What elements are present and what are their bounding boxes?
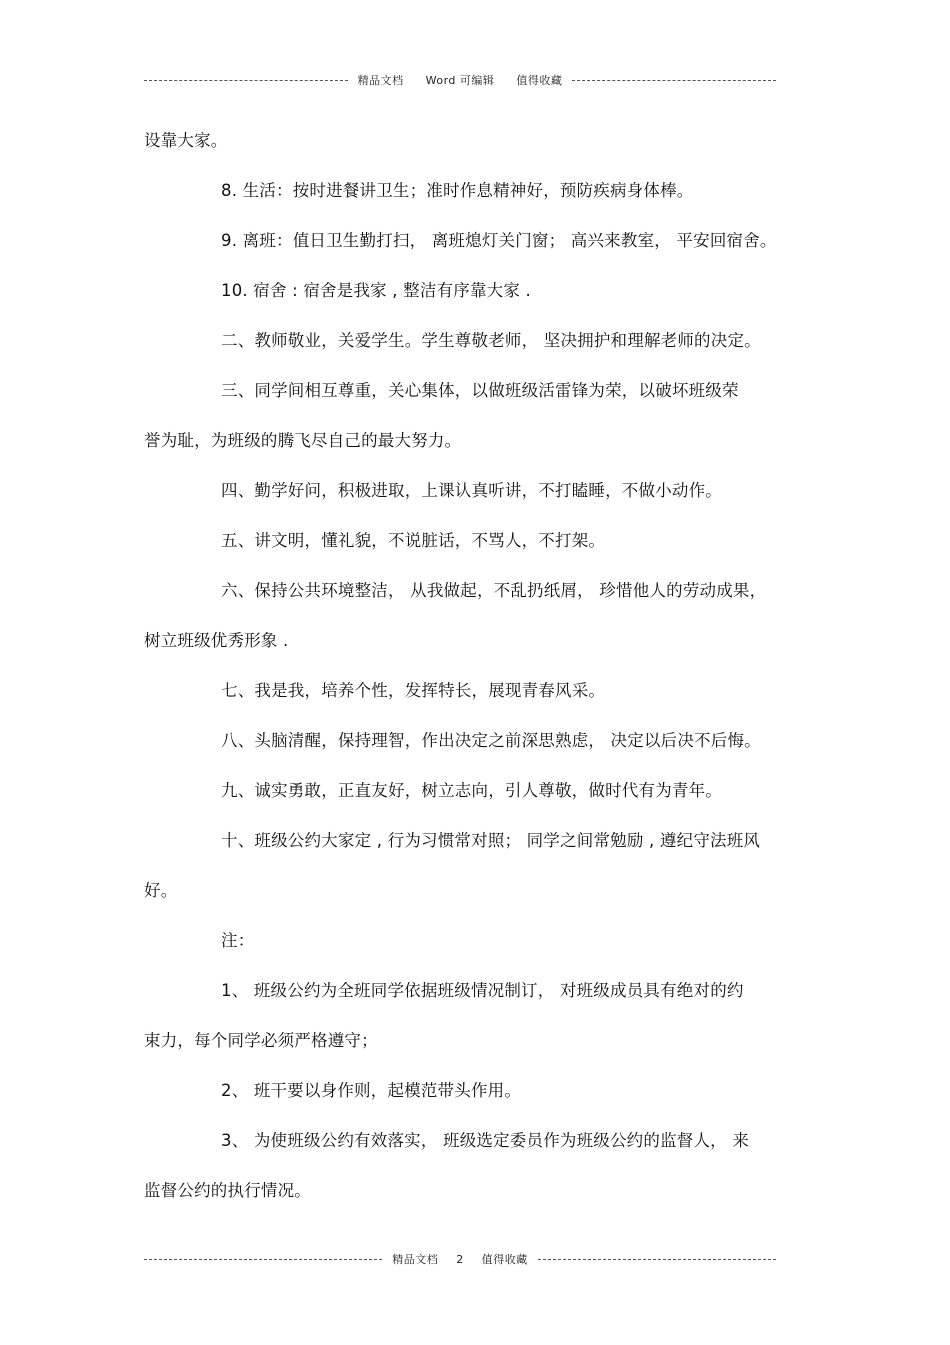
footer-right-rule xyxy=(538,1259,776,1260)
page-header xyxy=(144,72,776,88)
text-line: 九、诚实勇敢，正直友好，树立志向，引人尊敬，做时代有为青年。 xyxy=(221,781,722,800)
text-line: 2、 班干要以身作则，起模范带头作用。 xyxy=(221,1081,522,1100)
text-line: 8. 生活：按时进餐讲卫生；准时作息精神好，预防疾病身体棒。 xyxy=(221,181,694,200)
text-line: 设靠大家。 xyxy=(144,131,228,150)
text-line: 3、 为使班级公约有效落实， 班级选定委员作为班级公约的监督人， 来 xyxy=(221,1131,750,1150)
footer-label-doc: 精品文档 xyxy=(392,1253,439,1266)
text-line: 好。 xyxy=(144,881,178,900)
page-footer xyxy=(144,1251,776,1267)
header-label-collect: 值得收藏 xyxy=(516,74,563,87)
text-line: 1、 班级公约为全班同学依据班级情况制订， 对班级成员具有绝对的约 xyxy=(221,981,744,1000)
text-line: 八、头脑清醒，保持理智，作出决定之前深思熟虑， 决定以后决不后悔。 xyxy=(221,731,761,750)
text-line: 六、保持公共环境整洁， 从我做起，不乱扔纸屑， 珍惜他人的劳动成果， xyxy=(221,581,767,600)
footer-text xyxy=(382,1251,538,1267)
text-line: 十、班级公约大家定 , 行为习惯常对照； 同学之间常勉励 , 遵纪守法班风 xyxy=(221,831,761,850)
text-line: 四、勤学好问，积极进取，上课认真听讲，不打瞌睡，不做小动作。 xyxy=(221,481,722,500)
document-body xyxy=(144,124,810,1224)
header-left-rule xyxy=(144,80,348,81)
text-line: 树立班级优秀形象 . xyxy=(144,631,289,650)
text-line: 10. 宿舍 : 宿舍是我家 , 整洁有序靠大家 . xyxy=(221,281,531,300)
header-text xyxy=(348,72,573,88)
text-line: 七、我是我，培养个性，发挥特长，展现青春风采。 xyxy=(221,681,606,700)
text-line: 9. 离班：值日卫生勤打扫， 离班熄灯关门窗； 高兴来教室， 平安回宿舍。 xyxy=(221,231,777,250)
header-label-doc: 精品文档 xyxy=(357,74,404,87)
text-line: 注： xyxy=(221,931,255,950)
text-line: 三、同学间相互尊重，关心集体，以做班级活雷锋为荣，以破坏班级荣 xyxy=(221,381,739,400)
header-right-rule xyxy=(572,80,776,81)
footer-page-number: 2 xyxy=(456,1253,464,1266)
text-line: 束力，每个同学必须严格遵守； xyxy=(144,1031,378,1050)
text-line: 誉为耻，为班级的腾飞尽自己的最大努力。 xyxy=(144,431,462,450)
footer-label-collect: 值得收藏 xyxy=(481,1253,528,1266)
text-line: 二、教师敬业，关爱学生。学生尊敬老师， 坚决拥护和理解老师的决定。 xyxy=(221,331,761,350)
header-label-editable: Word 可编辑 xyxy=(425,74,495,87)
text-line: 监督公约的执行情况。 xyxy=(144,1181,311,1200)
footer-left-rule xyxy=(144,1259,382,1260)
text-line: 五、讲文明，懂礼貌，不说脏话，不骂人，不打架。 xyxy=(221,531,606,550)
